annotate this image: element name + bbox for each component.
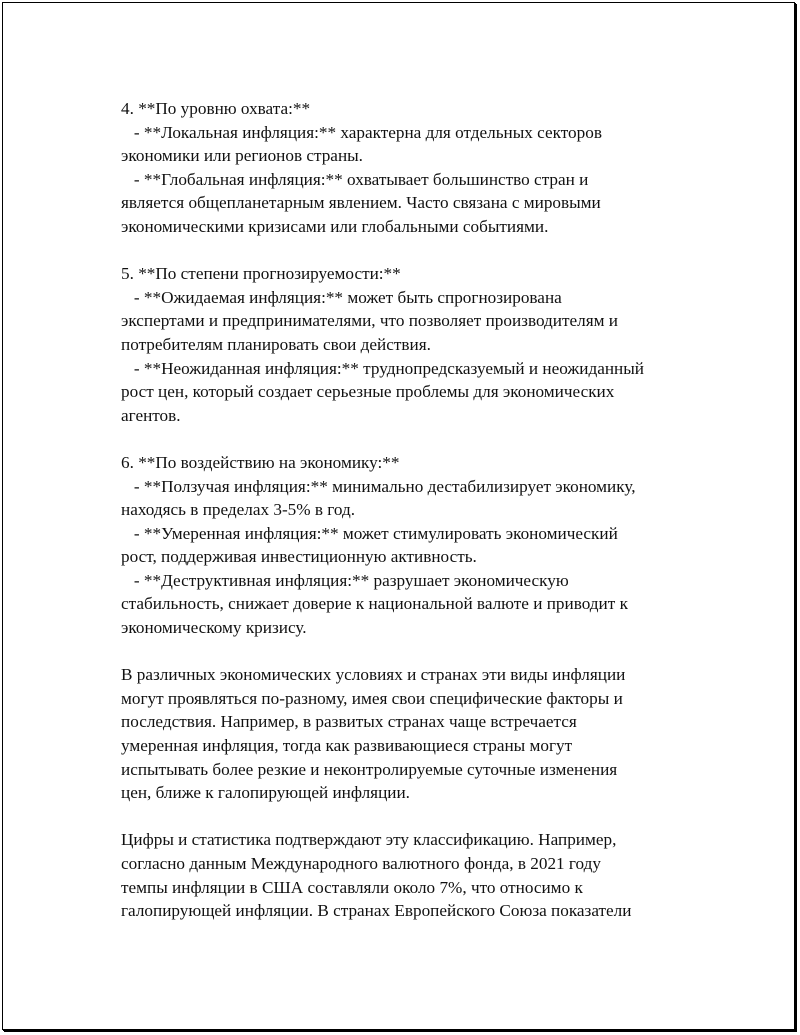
- text-line: - **Ожидаемая инфляция:** может быть спрогнозирована: [121, 287, 562, 307]
- text-line: - **Деструктивная инфляция:** разрушает экономическую: [121, 570, 569, 590]
- text-line: находясь в пределах 3-5% в год.: [121, 500, 356, 520]
- text-line: - **Неожиданная инфляция:** труднопредсказуемый и неожиданный: [121, 358, 644, 378]
- text-line: 5. **По степени прогнозируемости:**: [121, 264, 401, 284]
- paragraph-gap: [121, 805, 721, 829]
- text-line: 4. **По уровню охвата:**: [121, 99, 311, 118]
- text-line: могут проявляться по-разному, имея свои специфические факторы и: [121, 688, 623, 708]
- text-line: галопирующей инфляции. В странах Европейского Союза показатели: [121, 901, 632, 921]
- text-line: рост цен, который создает серьезные проблемы для экономических: [121, 382, 615, 402]
- paragraph-gap: [121, 239, 721, 263]
- text-line: экономическими кризисами или глобальными событиями.: [121, 216, 549, 236]
- paragraph-gap: [121, 640, 721, 664]
- text-line: темпы инфляции в США составляли около 7%, что относимо к: [121, 877, 583, 897]
- text-line: экономики или регионов страны.: [121, 146, 363, 166]
- text-line: испытывать более резкие и неконтролируемые суточные изменения: [121, 759, 618, 779]
- text-line: потребителям планировать свои действия.: [121, 334, 431, 354]
- text-line: последствия. Например, в развитых странах чаще встречается: [121, 712, 577, 732]
- text-line: согласно данным Международного валютного фонда, в 2021 году: [121, 854, 601, 873]
- text-line: - **Умеренная инфляция:** может стимулировать экономический: [121, 523, 618, 543]
- paragraph-gap: [121, 427, 721, 451]
- text-line: - **Глобальная инфляция:** охватывает большинство стран и: [121, 169, 589, 189]
- text-line: умеренная инфляция, тогда как развивающиеся страны могут: [121, 736, 573, 756]
- text-line: рост, поддерживая инвестиционную активность.: [121, 547, 477, 567]
- text-line: стабильность, снижает доверие к национальной валюте и приводит к: [121, 594, 628, 614]
- text-line: В различных экономических условиях и странах эти виды инфляции: [121, 665, 626, 685]
- text-line: - **Локальная инфляция:** характерна для отдельных секторов: [121, 122, 602, 142]
- page-frame: [2, 2, 795, 1030]
- text-line: экспертами и предпринимателями, что позволяет производителям и: [121, 311, 618, 331]
- text-line: агентов.: [121, 405, 181, 425]
- text-line: экономическому кризису.: [121, 618, 307, 638]
- text-line: цен, ближе к галопирующей инфляции.: [121, 783, 410, 803]
- text-line: является общепланетарным явлением. Часто связана с мировыми: [121, 193, 601, 213]
- text-line: - **Ползучая инфляция:** минимально дестабилизирует экономику,: [121, 476, 636, 496]
- text-line: 6. **По воздействию на экономику:**: [121, 452, 400, 472]
- document-text: [121, 97, 721, 923]
- text-line: Цифры и статистика подтверждают эту классификацию. Например,: [121, 830, 617, 850]
